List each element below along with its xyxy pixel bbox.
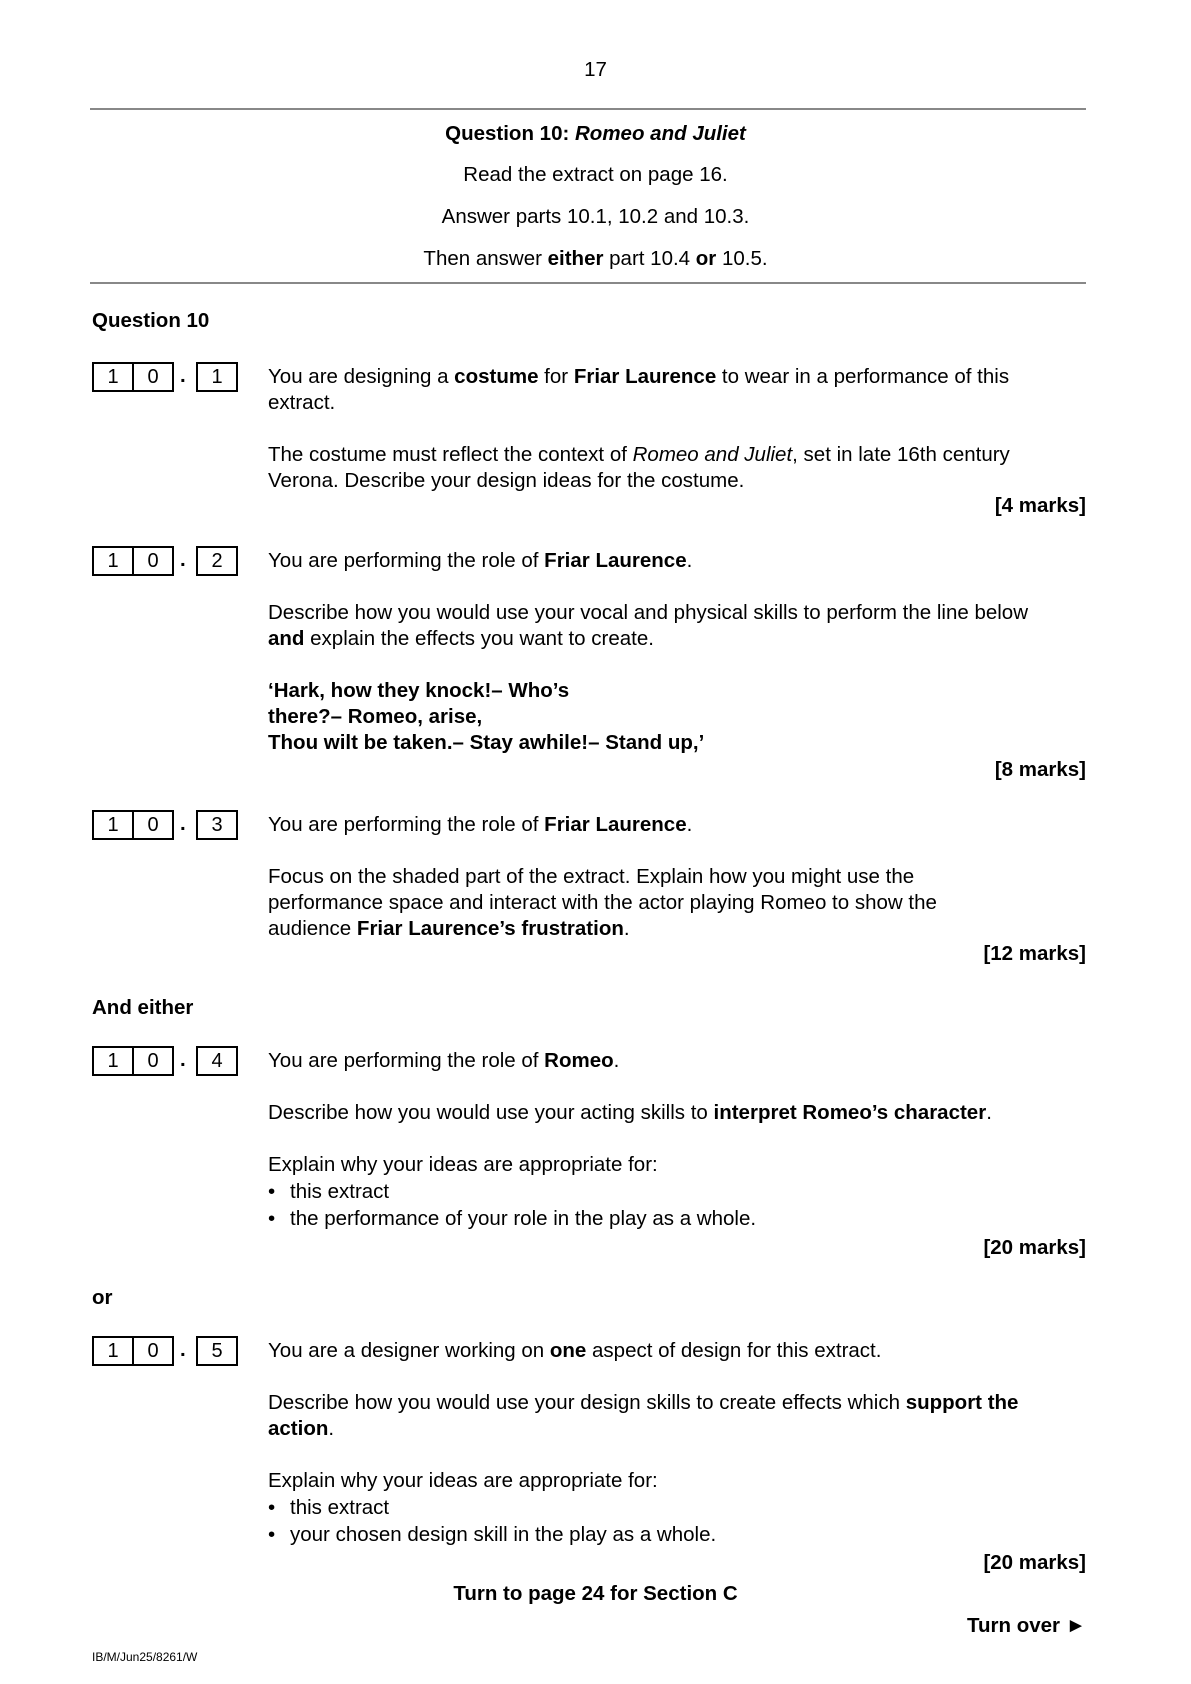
q5-paragraph-2 <box>268 1390 1068 1442</box>
question-title <box>0 122 1191 146</box>
q5-p1-one: one <box>549 1339 587 1362</box>
q1-p1-text: You are designing a <box>268 365 455 388</box>
header-line3-text-c: part 10.4 <box>603 247 696 270</box>
header-line3-or: or <box>695 247 717 270</box>
qnum-box: 0 <box>132 1336 174 1366</box>
q2-p2-text: Describe how you would use your vocal and physical skills to perform the line below <box>268 601 1029 624</box>
q1-marks: [4 marks] <box>994 494 1086 517</box>
q5-paragraph-1 <box>268 1338 1088 1364</box>
q1-p2-text: , set in late 16th century Verona. Describe your design ideas for the costume. <box>268 443 1010 492</box>
qnum-dot: . <box>180 1048 186 1071</box>
list-item: • this extract <box>268 1494 716 1521</box>
header-instruction-1: Read the extract on page 16. <box>463 163 728 186</box>
q4-p2-text: . <box>986 1101 992 1124</box>
q2-p2-and: and <box>268 627 305 650</box>
page-number: 17 <box>584 58 607 81</box>
q5-paragraph-3: Explain why your ideas are appropriate for: <box>268 1469 658 1492</box>
qnum-box: 1 <box>92 810 134 840</box>
qnum-dot: . <box>180 1338 186 1361</box>
qnum-box: 2 <box>196 546 238 576</box>
q3-p1-text: You are performing the role of <box>268 813 545 836</box>
question-number-10-2 <box>92 546 238 574</box>
q4-p2-interpret: interpret Romeo’s character <box>713 1101 987 1124</box>
question-number-10-1 <box>92 362 238 390</box>
q4-paragraph-2 <box>268 1100 1088 1126</box>
q2-quote-line: Thou wilt be taken.– Stay awhile!– Stand up,’ <box>268 731 705 754</box>
question-heading: Question 10 <box>92 309 210 332</box>
list-item: • your chosen design skill in the play as a whole. <box>268 1521 716 1548</box>
header-bottom-rule <box>90 282 1086 284</box>
q4-p1-text: . <box>613 1049 620 1072</box>
q4-marks: [20 marks] <box>983 1236 1086 1259</box>
header-line3-text-e: 10.5. <box>716 247 768 270</box>
q4-p1-romeo: Romeo <box>544 1049 614 1072</box>
qnum-box: 1 <box>92 362 134 392</box>
qnum-box: 4 <box>196 1046 238 1076</box>
q2-p2-text: explain the effects you want to create. <box>304 627 654 650</box>
q2-paragraph-2 <box>268 600 1038 652</box>
q1-p1-text: to wear in a performance of this extract. <box>268 365 1010 414</box>
qnum-box: 1 <box>92 1046 134 1076</box>
q4-p2-text: Describe how you would use your acting skills to <box>268 1101 714 1124</box>
qnum-box: 1 <box>196 362 238 392</box>
q5-p2-support: support the action <box>268 1391 1019 1440</box>
q5-bullet-list <box>268 1494 716 1548</box>
qnum-box: 0 <box>132 362 174 392</box>
q2-p1-text: You are performing the role of <box>268 549 545 572</box>
q2-marks: [8 marks] <box>994 758 1086 781</box>
q3-p1-friar: Friar Laurence <box>544 813 687 836</box>
header-instruction-3 <box>0 247 1191 271</box>
qnum-dot: . <box>180 548 186 571</box>
and-either-heading: And either <box>92 996 194 1019</box>
turn-over-label: Turn over ► <box>966 1614 1086 1637</box>
qnum-box: 3 <box>196 810 238 840</box>
q1-p2-text: The costume must reflect the context of <box>268 443 633 466</box>
footer-code: IB/M/Jun25/8261/W <box>92 1650 198 1664</box>
q1-paragraph-1 <box>268 364 1078 416</box>
qnum-dot: . <box>180 812 186 835</box>
q3-paragraph-1 <box>268 812 1088 838</box>
q4-paragraph-3: Explain why your ideas are appropriate for: <box>268 1153 658 1176</box>
list-item: • the performance of your role in the play as a whole. <box>268 1205 756 1232</box>
q1-p1-costume: costume <box>454 365 539 388</box>
q2-p1-text: . <box>686 549 693 572</box>
q3-marks: [12 marks] <box>983 942 1086 965</box>
qnum-box: 1 <box>92 1336 134 1366</box>
qnum-box: 0 <box>132 1046 174 1076</box>
q3-p2-text: Focus on the shaded part of the extract. Explain how you might use the performance space and interact with the actor playing Romeo to show the audience <box>268 865 937 940</box>
q5-p1-text: You are a designer working on <box>268 1339 550 1362</box>
question-number-10-4 <box>92 1046 238 1074</box>
q1-paragraph-2 <box>268 442 1080 494</box>
q3-p2-text: . <box>623 917 630 940</box>
qnum-box: 0 <box>132 810 174 840</box>
q3-paragraph-2 <box>268 864 1008 942</box>
header-line3-either: either <box>547 247 604 270</box>
list-item: • this extract <box>268 1178 756 1205</box>
q1-p1-text: for <box>538 365 574 388</box>
q4-p1-text: You are performing the role of <box>268 1049 545 1072</box>
question-title-prefix: Question 10: <box>445 122 575 145</box>
q3-p2-frustration: Friar Laurence’s frustration <box>356 917 624 940</box>
q1-p2-play: Romeo and Juliet <box>632 443 793 466</box>
header-instruction-2: Answer parts 10.1, 10.2 and 10.3. <box>441 205 750 228</box>
question-title-play: Romeo and Juliet <box>575 122 746 145</box>
q4-bullet-list <box>268 1178 756 1232</box>
header-line3-text-a: Then answer <box>423 247 548 270</box>
qnum-dot: . <box>180 364 186 387</box>
q3-p1-text: . <box>686 813 693 836</box>
q5-p1-text: aspect of design for this extract. <box>586 1339 882 1362</box>
qnum-box: 5 <box>196 1336 238 1366</box>
or-heading: or <box>92 1286 113 1309</box>
q2-paragraph-1 <box>268 548 1088 574</box>
header-top-rule <box>90 108 1086 110</box>
q5-marks: [20 marks] <box>983 1551 1086 1574</box>
question-number-10-5 <box>92 1336 238 1364</box>
q2-quote-line: there?– Romeo, arise, <box>268 705 483 728</box>
q1-p1-friar: Friar Laurence <box>573 365 717 388</box>
q5-p2-text: Describe how you would use your design skills to create effects which <box>268 1391 906 1414</box>
turn-to-section-c: Turn to page 24 for Section C <box>453 1582 738 1605</box>
question-number-10-3 <box>92 810 238 838</box>
q2-quote <box>268 678 1088 756</box>
qnum-box: 0 <box>132 546 174 576</box>
q2-p1-friar: Friar Laurence <box>544 549 687 572</box>
q2-quote-line: ‘Hark, how they knock!– Who’s <box>268 679 570 702</box>
q4-paragraph-1 <box>268 1048 1088 1074</box>
q5-p2-text: . <box>328 1417 335 1440</box>
qnum-box: 1 <box>92 546 134 576</box>
